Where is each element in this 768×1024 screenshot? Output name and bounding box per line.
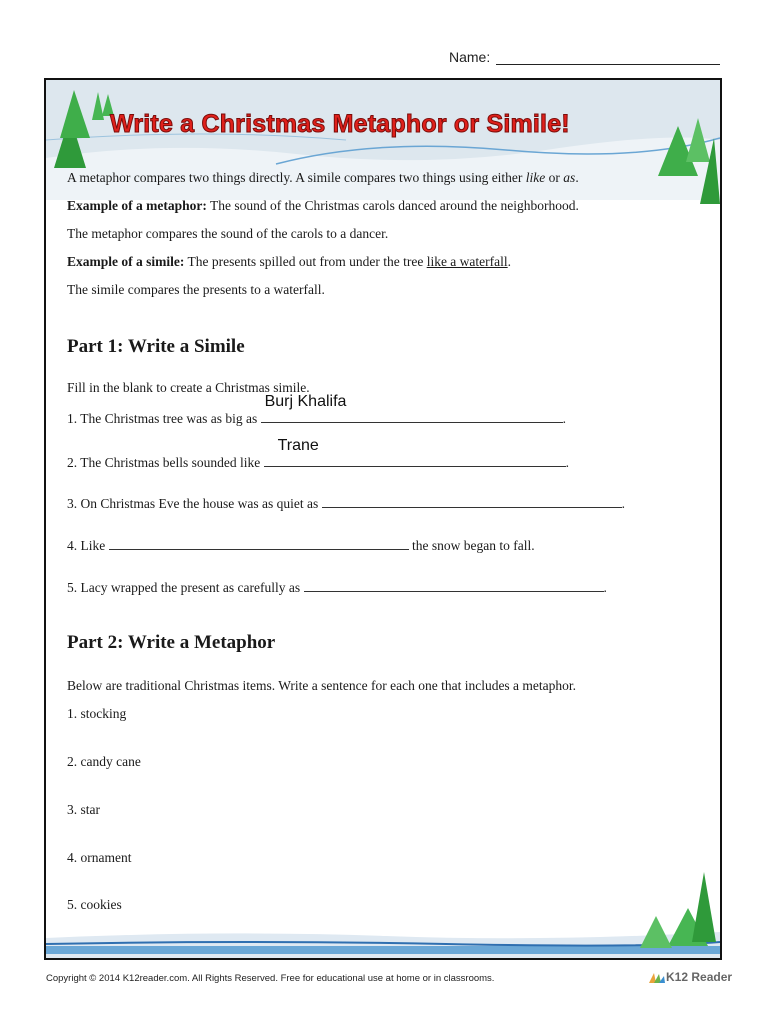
simile-blank-4[interactable] <box>109 535 409 550</box>
name-field <box>449 49 720 65</box>
tree-icon <box>692 872 716 942</box>
simile-example: Example of a simile: The presents spilled out from under the tree like a waterfall. <box>67 254 512 269</box>
simile-blank-3[interactable] <box>322 493 622 508</box>
simile-answer-1: Burj Khalifa <box>264 393 347 410</box>
snow-footer-art <box>46 860 720 960</box>
worksheet-title: Write a Christmas Metaphor or Simile! <box>110 110 570 138</box>
copyright-notice: Copyright © 2014 K12reader.com. All Rights Reserved. Free for educational use at home or in classrooms. <box>46 973 495 984</box>
simile-item-1: 1. The Christmas tree was as big as Burj Khalifa . <box>67 393 566 426</box>
simile-item-3: 3. On Christmas Eve the house was as quiet as . <box>67 493 625 512</box>
tree-icon <box>640 916 672 948</box>
metaphor-item-5: 5. cookies <box>67 897 122 912</box>
name-label: Name: <box>449 49 491 65</box>
simile-item-2: 2. The Christmas bells sounded like Trane . <box>67 437 569 470</box>
metaphor-explanation: The metaphor compares the sound of the carols to a dancer. <box>67 226 389 241</box>
metaphor-item-3: 3. star <box>67 802 100 817</box>
name-input-line[interactable] <box>496 50 720 65</box>
simile-item-4: 4. Like the snow began to fall. <box>67 535 535 554</box>
simile-explanation: The simile compares the presents to a waterfall. <box>67 282 325 297</box>
simile-item-5: 5. Lacy wrapped the present as carefully as . <box>67 577 607 596</box>
part2-instruction: Below are traditional Christmas items. Write a sentence for each one that includes a metaphor. <box>67 678 577 693</box>
simile-blank-5[interactable] <box>304 577 604 592</box>
simile-answer-2: Trane <box>277 437 319 454</box>
metaphor-example: Example of a metaphor: The sound of the Christmas carols danced around the neighborhood. <box>67 198 579 213</box>
k12reader-logo: K12 Reader <box>648 970 732 985</box>
intro-definition: A metaphor compares two things directly. A simile compares two things using either like or as. <box>67 170 579 185</box>
metaphor-item-4: 4. ornament <box>67 850 132 865</box>
part1-instruction: Fill in the blank to create a Christmas simile. <box>67 380 310 395</box>
part1-heading: Part 1: Write a Simile <box>67 336 245 357</box>
metaphor-item-2: 2. candy cane <box>67 754 141 769</box>
logo-mark-icon <box>648 971 666 985</box>
part2-heading: Part 2: Write a Metaphor <box>67 632 276 653</box>
metaphor-item-1: 1. stocking <box>67 706 127 721</box>
